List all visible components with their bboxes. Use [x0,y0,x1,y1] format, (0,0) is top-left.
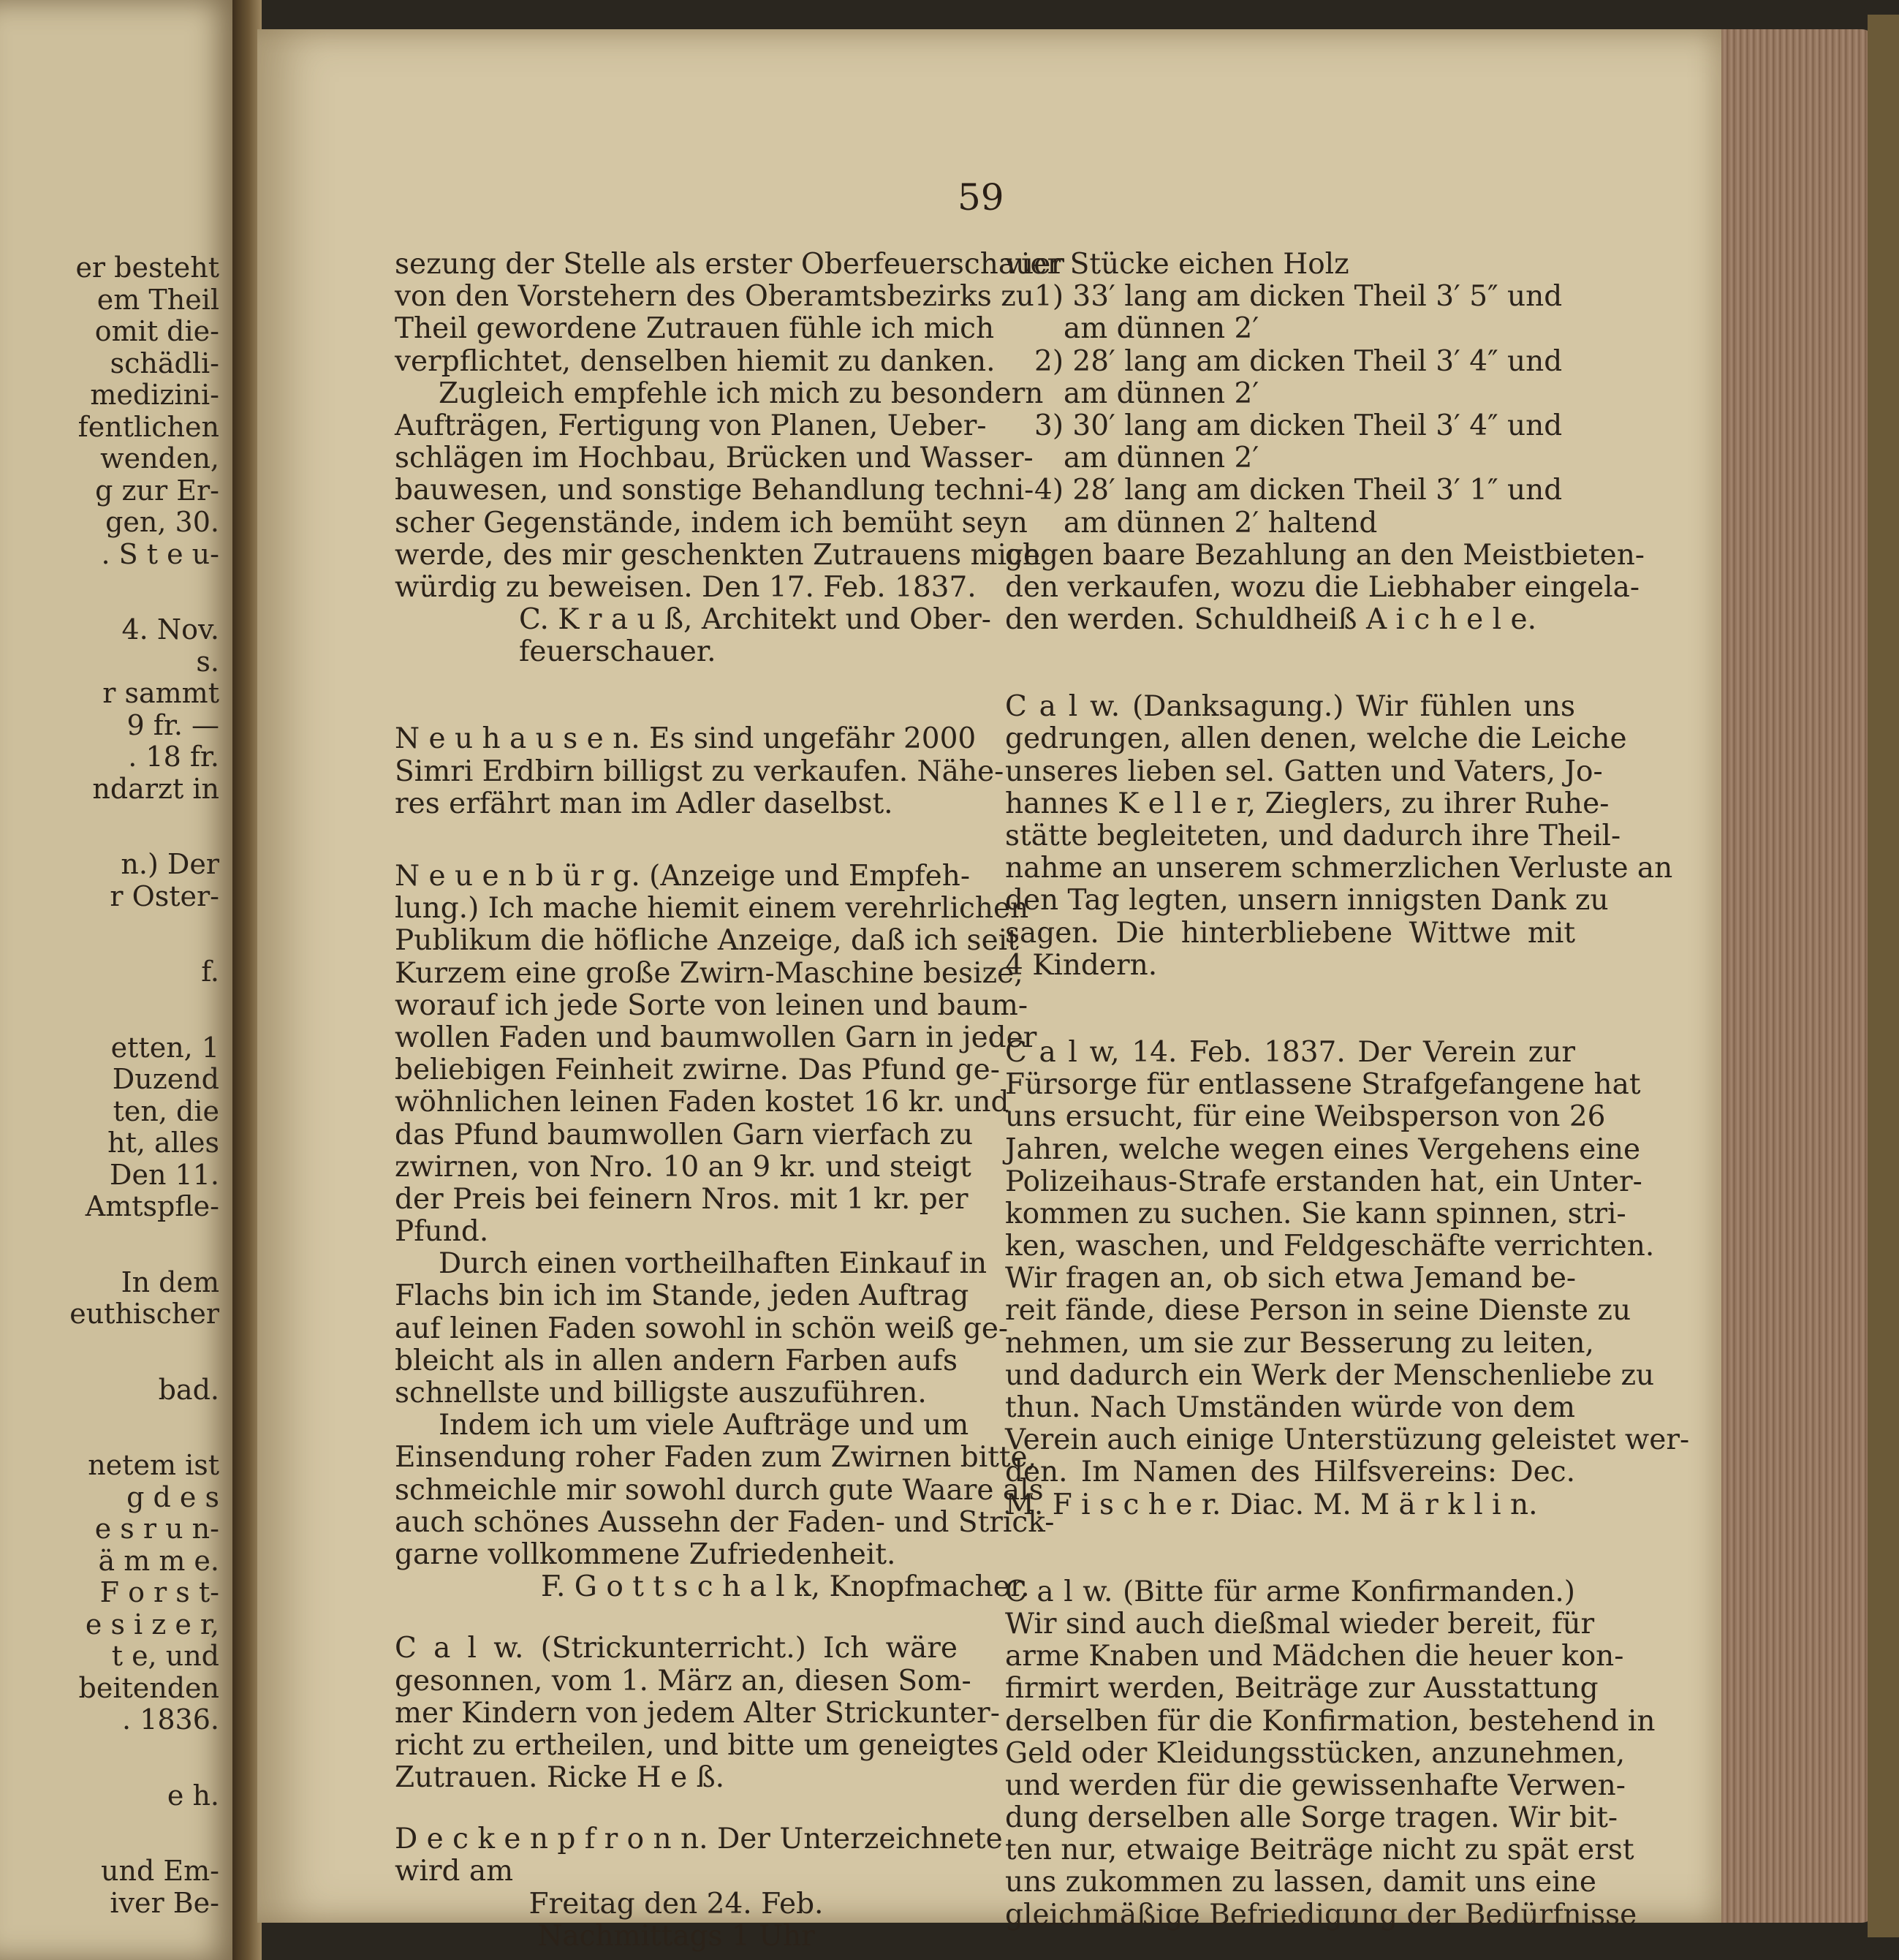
left-page [0,0,241,1960]
text-line: D e c k e n p f r o n n. Der Unterzeichnete [395,1823,1003,1856]
text-line: werde, des mir geschenkten Zutrauens mich [395,538,1041,572]
text-line: 4 Kindern. [1005,948,1158,982]
text-line: würdig zu beweisen. Den 17. Feb. 1837. [395,570,977,604]
left-page-line: etten, 1 [110,1031,219,1064]
left-page-line: em Theil [96,283,219,316]
text-line: auch schönes Aussehn der Faden- und Strick- [395,1505,1055,1539]
list-item: 2) 28′ lang am dicken Theil 3′ 4″ und [1034,344,1563,378]
text-line: Flachs bin ich im Stande, jeden Auftrag [395,1279,969,1313]
text-line: unseres lieben sel. Gatten und Vaters, Jo- [1005,754,1603,788]
text-line: der Preis bei feinern Nros. mit 1 kr. per [395,1182,969,1216]
text-line: dung derselben alle Sorge tragen. Wir bit- [1005,1801,1618,1835]
left-page-line: e s i z e r, [85,1608,219,1641]
notice-oberfeuerschauer [395,248,1064,669]
line-gap [0,1331,219,1374]
text-line: schlägen im Hochbau, Brücken und Wasser- [395,442,1034,475]
text-line: Wir sind auch dießmal wieder bereit, für [1005,1607,1595,1641]
line-gap [0,912,219,956]
text-line: res erfährt man im Adler daselbst. [395,787,893,820]
left-page-line: In dem [121,1265,219,1298]
text-line: sezung der Stelle als erster Oberfeuerschauer [395,248,1064,281]
text-line: wöhnlichen leinen Faden kostet 16 kr. und [395,1086,1009,1119]
left-page-text-fragments [0,252,219,1919]
text-line: thun. Nach Umständen würde von dem [1005,1391,1575,1424]
left-page-line: t e, und [111,1640,219,1672]
notice-holz-verkauf [1005,248,1645,637]
text-line: scher Gegenstände, indem ich bemüht seyn [395,506,1028,540]
text-line: uns ersucht, für eine Weibsperson von 26 [1005,1100,1606,1134]
cover-edge [1868,15,1899,1937]
text-line: Indem ich um viele Aufträge und um [439,1409,969,1442]
text-line: den verkaufen, wozu die Liebhaber eingela- [1005,570,1640,604]
notice-neuenbuerg [395,860,1055,1604]
text-line: lung.) Ich mache hiemit einem verehrlichen [395,892,1029,926]
text-line: auf leinen Faden sowohl in schön weiß ge- [395,1312,1009,1345]
line-gap [0,1812,219,1855]
left-page-line: fentlichen [77,410,219,443]
right-column [1005,248,1690,1931]
text-line: und werden für die gewissenhafte Verwen- [1005,1768,1626,1802]
text-line: verpflichtet, denselben hiemit zu danken. [395,344,996,378]
text-line: vier Stücke eichen Holz [1005,248,1349,281]
text-line: Wir fragen an, ob sich etwa Jemand be- [1005,1262,1577,1295]
left-page-line: beitenden [78,1671,219,1704]
left-page-line: . 1836. [122,1703,219,1736]
text-line: Kurzem eine große Zwirn-Maschine besize, [395,956,1023,990]
text-line: ten nur, etwaige Beiträge nicht zu spät erst [1005,1834,1634,1867]
left-page-line: gen, 30. [105,506,219,538]
text-line: C a l w. (Danksagung.) Wir fühlen uns [1005,690,1575,724]
text-line: C a l w, 14. Feb. 1837. Der Verein zur [1005,1035,1575,1069]
left-page-line: e s r u n- [94,1513,219,1545]
text-line: Zugleich empfehle ich mich zu besondern [439,377,1044,410]
text-line: zwirnen, von Nro. 10 an 9 kr. und steigt [395,1150,971,1184]
line-gap [0,805,219,849]
left-page-line: ä m m e. [98,1544,219,1577]
text-line: gleichmäßige Befriedigung der Bedürfnisse [1005,1898,1637,1931]
text-line: gesonnen, vom 1. März an, diesen Som- [395,1664,971,1698]
text-line: beliebigen Feinheit zwirne. Das Pfund ge- [395,1053,1000,1087]
text-line: Geld oder Kleidungsstücken, anzunehmen, [1005,1736,1626,1770]
page-edges [1721,29,1875,1923]
signature-line: F. G o t t s c h a l k, Knopfmacher. [541,1570,1030,1604]
left-page-line: Den 11. [110,1158,219,1191]
text-line: den werden. Schuldheiß A i c h e l e. [1005,603,1536,637]
text-line: Einsendung roher Faden zum Zwirnen bitte, [395,1441,1037,1475]
left-page-line: ten, die [113,1094,219,1127]
line-gap [0,1406,219,1450]
text-line: Simri Erdbirn billigst zu verkaufen. Nähe- [395,754,1004,788]
text-line: uns zukommen zu lassen, damit uns eine [1005,1866,1596,1899]
text-line: Publikum die höfliche Anzeige, daß ich seit [395,924,1019,958]
left-page-line: g zur Er- [95,474,219,507]
text-line: M. F i s c h e r. Diac. M. M ä r k l i n. [1005,1488,1538,1521]
left-page-line: omit die- [94,315,219,347]
list-item: 1) 33′ lang am dicken Theil 3′ 5″ und [1034,280,1563,314]
text-line: C a l w. (Bitte für arme Konfirmanden.) [1005,1575,1575,1608]
signature-line: C. K r a u ß, Architekt und Ober- [519,603,991,637]
text-line: wird am [395,1855,514,1888]
text-line: Pfund. [395,1215,489,1249]
text-line: schmeichle mir sowohl durch gute Waare als [395,1473,1044,1507]
text-line: am dünnen 2′ haltend [1064,506,1378,540]
text-line: Verein auch einige Unterstüzung geleistet wer- [1005,1423,1690,1457]
text-line: das Pfund baumwollen Garn vierfach zu [395,1118,974,1151]
left-page-line: . S t e u- [101,537,219,570]
text-line: derselben für die Konfirmation, bestehend in [1005,1704,1656,1738]
text-line: C a l w. (Strickunterricht.) Ich wäre [395,1632,958,1665]
text-line: mer Kindern von jedem Alter Strickunter- [395,1696,1000,1730]
notice-deckenpfronn [395,1823,1003,1953]
line-gap [0,570,219,614]
text-line: gegen baare Bezahlung an den Meistbieten- [1005,538,1645,572]
text-line: schnellste und billigste auszuführen. [395,1377,927,1410]
left-page-line: e h. [167,1779,219,1812]
notice-calw-verein [1005,1035,1690,1521]
left-page-line: ndarzt in [92,772,219,805]
text-line: am dünnen 2′ [1064,377,1259,410]
signature-line: feuerschauer. [519,635,716,669]
left-page-line: r Oster- [110,879,219,912]
left-page-line: schädli- [110,347,219,379]
text-line: Zutrauen. Ricke H e ß. [395,1761,725,1795]
text-line: am dünnen 2′ [1064,442,1259,475]
list-item: 3) 30′ lang am dicken Theil 3′ 4″ und [1034,409,1563,442]
line-gap [0,988,219,1032]
text-line: Fürsorge für entlassene Strafgefangene hat [1005,1068,1641,1102]
left-page-line: r sammt [102,677,219,709]
left-column [395,248,1064,1953]
line-gap [0,1736,219,1780]
text-line: N e u h a u s e n. Es sind ungefähr 2000 [395,722,977,756]
left-page-line: und Em- [101,1855,219,1887]
left-page-line: F o r s t- [99,1576,219,1608]
left-page-line: euthischer [69,1298,219,1330]
text-line: nehmen, um sie zur Besserung zu leiten, [1005,1326,1594,1360]
left-page-line: g d e s [126,1480,219,1513]
left-page-line: iver Be- [110,1886,219,1919]
notice-calw-danksagung [1005,690,1673,982]
notice-neuhausen [395,722,1004,820]
text-line: und dadurch ein Werk der Menschenliebe zu [1005,1358,1655,1392]
left-page-line: n.) Der [121,848,219,880]
left-page-line: Duzend [112,1063,219,1095]
left-page-line: medizini- [90,379,219,411]
text-line: reit fände, diese Person in seine Dienste zu [1005,1294,1631,1328]
left-page-line: ht, alles [107,1127,219,1159]
text-line: kommen zu suchen. Sie kann spinnen, stri- [1005,1197,1626,1230]
text-line: richt zu ertheilen, und bitte um geneigtes [395,1728,999,1762]
text-line: hannes K e l l e r, Zieglers, zu ihrer Ruhe- [1005,787,1610,820]
left-page-line: . 18 fr. [128,741,219,773]
text-line: den. Im Namen des Hilfsvereins: Dec. [1005,1456,1575,1489]
text-line: von den Vorstehern des Oberamtsbezirks zu [395,280,1034,314]
text-line: stätte begleiteten, und dadurch ihre Theil- [1005,820,1621,852]
text-line: gedrungen, allen denen, welche die Leiche [1005,722,1627,756]
text-line: bleicht als in allen andern Farben aufs [395,1344,958,1377]
left-page-line: f. [201,956,219,988]
left-page-line: Amtspfle- [85,1190,219,1222]
left-page-line: s. [196,645,219,678]
text-line: am dünnen 2′ [1064,312,1259,346]
text-line: Theil gewordene Zutrauen fühle ich mich [395,312,995,346]
text-line: firmirt werden, Beiträge zur Ausstattung [1005,1672,1599,1706]
line-gap [0,1223,219,1267]
text-line: Freitag den 24. Feb. [528,1887,824,1921]
text-line: wollen Faden und baumwollen Garn in jeder [395,1021,1037,1054]
text-line: worauf ich jede Sorte von leinen und baum- [395,988,1028,1022]
text-line: sagen. Die hinterbliebene Wittwe mit [1005,916,1575,950]
text-line: garne vollkommene Zufriedenheit. [395,1537,896,1571]
text-line: bauwesen, und sonstige Behandlung techni- [395,474,1034,507]
text-line: ken, waschen, und Feldgeschäfte verrichten. [1005,1230,1655,1263]
page-number: 59 [958,176,1004,219]
notice-calw-strickunterricht [395,1632,1000,1795]
text-line: Durch einen vortheilhaften Einkauf in [439,1247,988,1281]
text-line: Aufträgen, Fertigung von Planen, Ueber- [395,409,987,442]
left-page-line: 9 fr. — [126,708,219,741]
text-line: nahme an unserem schmerzlichen Verluste an [1005,852,1673,885]
left-page-line: wenden, [100,442,219,474]
text-line: Jahren, welche wegen eines Vergehens eine [1005,1132,1641,1166]
left-page-line: netem ist [88,1449,219,1481]
left-page-line: 4. Nov. [121,613,219,646]
text-line: N e u e n b ü r g. (Anzeige und Empfeh- [395,860,971,893]
text-line: den Tag legten, unsern innigsten Dank zu [1005,884,1609,917]
text-line: Nachmittags 1 Uhr [537,1919,815,1953]
text-line: arme Knaben und Mädchen die heuer kon- [1005,1640,1624,1673]
notice-calw-konfirmanden [1005,1575,1656,1931]
left-page-line: er besteht [75,252,219,284]
left-page-line: bad. [158,1373,219,1406]
list-item: 4) 28′ lang am dicken Theil 3′ 1″ und [1034,474,1563,507]
text-line: Polizeihaus-Strafe erstanden hat, ein Unter- [1005,1165,1642,1198]
